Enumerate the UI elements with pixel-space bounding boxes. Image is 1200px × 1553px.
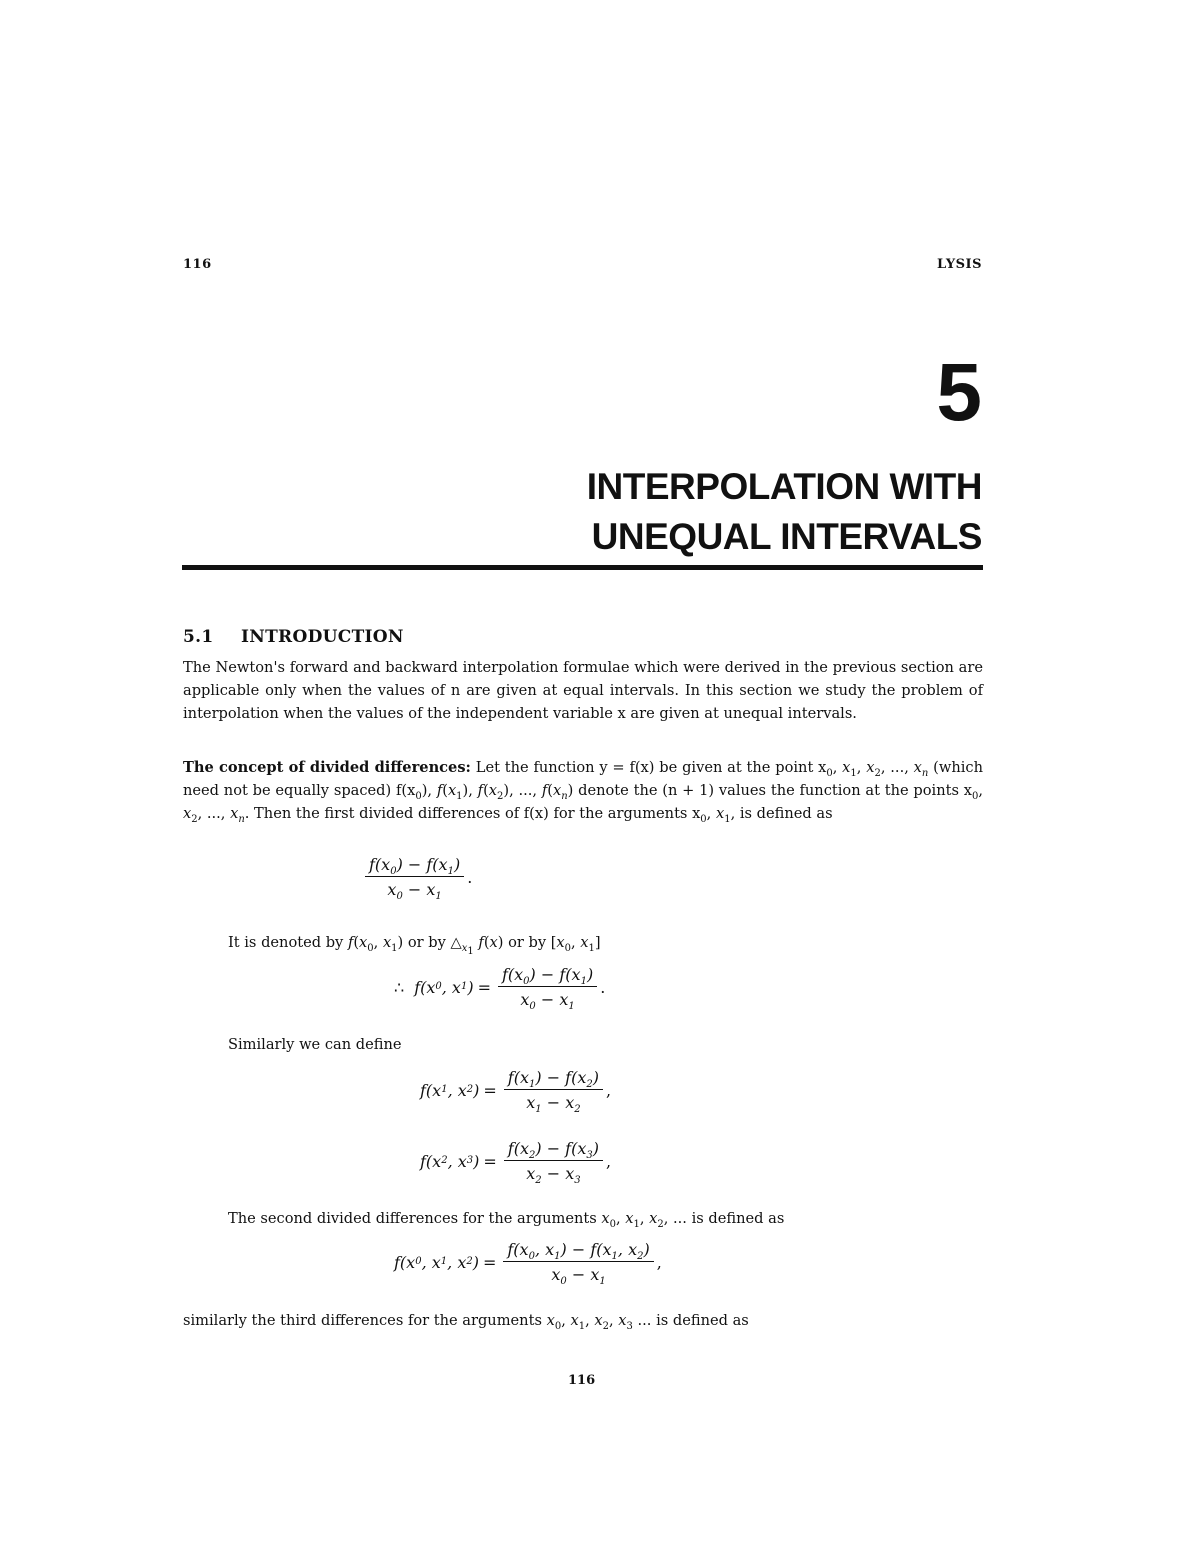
footer-page-number: 116	[568, 1373, 596, 1388]
formula-f-x1-x2: f(x 1 , x 2 ) = $\frac{f(x_1) - f(x_2)}{x_1 - x_2}$ ,	[420, 1068, 612, 1116]
second-divided-tail: is defined as	[691, 1210, 785, 1227]
p2-text-b: (which need not be equally spaced) f(x	[183, 759, 983, 799]
chapter-title	[587, 462, 982, 562]
section-heading	[183, 627, 404, 647]
p2-text-d: . Then the first divided differences of f(x) for the arguments x	[244, 805, 701, 822]
header-page-number: 116	[183, 257, 212, 272]
p2-text-a: Let the function y = f(x) be given at the point x	[470, 759, 827, 776]
formula-f-x2-x3: f(x 2 , x 3 ) = $\frac{f(x_2) - f(x_3)}{x_2 - x_3}$ ,	[420, 1139, 612, 1187]
chapter-title-line-2: UNEQUAL INTERVALS	[591, 516, 982, 557]
second-divided-text: The second divided differences for the arguments	[228, 1210, 597, 1227]
line-third-divided: similarly the third differences for the arguments $x_0$, $x_1$, $x_2$, $x_3$ ... is defined as	[183, 1312, 749, 1332]
formula-first-divided-difference: $\frac{f(x_0) - f(x_1)}{x_0 - x_1}$ .	[362, 855, 472, 899]
chapter-number: 5	[936, 347, 982, 438]
p2-text-e: is defined as	[739, 805, 833, 822]
denoted-text: It is denoted by	[228, 934, 344, 951]
paragraph-introduction: The Newton's forward and backward interpolation formulae which were derived in the previous section are applicable only when the values of n are given at equal intervals. In this section we study the problem of interpolation when the values of the independent variable x are given at unequal intervals.	[183, 659, 983, 722]
third-divided-text: similarly the third differences for the arguments	[183, 1312, 542, 1329]
chapter-title-line-1: INTERPOLATION WITH	[586, 466, 982, 507]
third-divided-tail: is defined as	[656, 1312, 749, 1329]
concept-lead: The concept of divided differences:	[183, 759, 471, 776]
section-title: INTRODUCTION	[241, 627, 404, 647]
formula-therefore: ∴ f(x 0 , x 1 ) = $\frac{f(x_0) - f(x_1)}{x_0 - x_1}$ .	[394, 965, 606, 1013]
line-second-divided: The second divided differences for the arguments $x_0$, $x_1$, $x_2$, ... is defined as	[228, 1210, 785, 1230]
line-similarly-define: Similarly we can define	[228, 1036, 402, 1053]
formula-second-divided: f(x 0 , x 1 , x 2 ) = $\frac{f(x_0, x_1) - f(x_1, x_2)}{x_0 - x_1}$ ,	[394, 1240, 662, 1288]
section-number: 5.1	[183, 627, 214, 647]
chapter-rule	[182, 565, 983, 570]
p2-text-c: ) denote the (n + 1) values the function at the points x	[567, 782, 972, 799]
running-title: LYSIS	[937, 257, 982, 272]
paragraph-divided-differences: The concept of divided differences: Let the function y = f(x) be given at the point $x_0$, $x_1$, $x_2$, ..., $x_n$ (which need not be equally spaced) $f(x_0)$, $f(x_1)$, $f(x_2)$, ..., $f(x_n)$ denote the (n + 1) values the function at the points $x_0$, $x_2$, ..., $x_n$. Then the first divided differences of f(x) for the arguments $x_0$, $x_1$, is defined as	[183, 759, 983, 825]
line-denoted-by: It is denoted by $f(x_0$, $x_1$) or by $\triangle_{x_1}$ f(x) or by [$x_0$, $x_1$]	[228, 934, 601, 957]
